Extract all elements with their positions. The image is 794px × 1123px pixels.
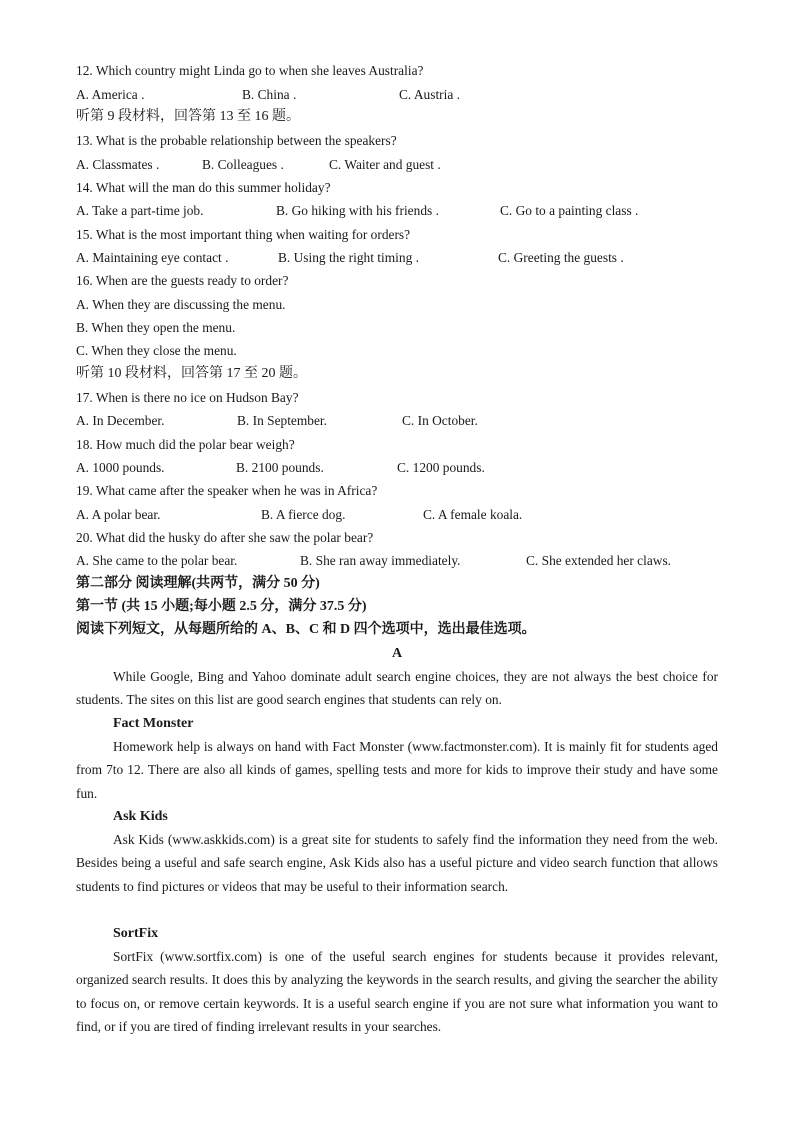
site-heading-sortfix: SortFix xyxy=(113,926,159,941)
option-c: C. She extended her claws. xyxy=(526,553,672,568)
option-b: B. Colleagues . xyxy=(202,157,284,172)
option-b: B. Using the right timing . xyxy=(278,250,419,265)
section-1-title: 第一节 (共 15 小题;每小题 2.5 分，满分 37.5 分) xyxy=(76,599,367,614)
option-a: A. 1000 pounds. xyxy=(76,460,165,475)
option-c: C. Waiter and guest . xyxy=(329,157,441,172)
question-17: 17. When is there no ice on Hudson Bay? xyxy=(76,390,299,405)
option-a: A. Take a part-time job. xyxy=(76,203,204,218)
question-15: 15. What is the most important thing when waiting for orders? xyxy=(76,227,411,242)
question-13: 13. What is the probable relationship between the speakers? xyxy=(76,133,397,148)
instructions: 阅读下列短文，从每题所给的 A、B、C 和 D 四个选项中，选出最佳选项。 xyxy=(76,622,536,637)
option-a: A. Classmates . xyxy=(76,157,160,172)
section-10-header: 听第 10 段材料，回答第 17 至 20 题。 xyxy=(76,366,307,381)
site-text-ask-kids: Ask Kids (www.askkids.com) is a great site for students to safely find the information they need from the web. Besides being a useful and safe search engine, Ask Kids also has a useful picture and video search function that allows students to find pictures or videos that may be useful to their information search. xyxy=(76,832,718,894)
passage-label: A xyxy=(391,646,403,661)
section-9-header: 听第 9 段材料，回答第 13 至 16 题。 xyxy=(76,109,300,124)
question-12: 12. Which country might Linda go to when she leaves Australia? xyxy=(76,63,424,78)
option-a: A. America . xyxy=(76,87,145,102)
option-a: A. A polar bear. xyxy=(76,507,161,522)
option-c: C. When they close the menu. xyxy=(76,343,237,358)
option-c: C. Go to a painting class . xyxy=(500,203,639,218)
question-19: 19. What came after the speaker when he was in Africa? xyxy=(76,483,378,498)
option-c: C. 1200 pounds. xyxy=(397,460,485,475)
part-2-title: 第二部分 阅读理解(共两节，满分 50 分) xyxy=(76,576,320,591)
option-a: A. She came to the polar bear. xyxy=(76,553,238,568)
option-b: B. A fierce dog. xyxy=(261,507,346,522)
site-heading-fact-monster: Fact Monster xyxy=(113,716,194,731)
option-c: C. Greeting the guests . xyxy=(498,250,624,265)
site-heading-ask-kids: Ask Kids xyxy=(113,809,168,824)
option-b: B. Go hiking with his friends . xyxy=(276,203,439,218)
question-18: 18. How much did the polar bear weigh? xyxy=(76,437,295,452)
option-a: A. Maintaining eye contact . xyxy=(76,250,229,265)
passage-intro: While Google, Bing and Yahoo dominate adult search engine choices, they are not always the best choice for students. The sites on this list are good search engines that students can rely on. xyxy=(76,669,718,708)
site-text-sortfix: SortFix (www.sortfix.com) is one of the useful search engines for students because it provides relevant, organized search results. It does this by analyzing the keywords in the search results, and giving the searcher the ability to focus on, or remove certain keywords. It is a useful search engine if you are not sure what information you want to find, or if you are tired of finding irrelevant results in your searches. xyxy=(76,949,718,1034)
option-b: B. 2100 pounds. xyxy=(236,460,324,475)
option-b: B. In September. xyxy=(237,413,328,428)
option-a: A. When they are discussing the menu. xyxy=(76,297,286,312)
option-c: C. In October. xyxy=(402,413,478,428)
site-text-fact-monster: Homework help is always on hand with Fact Monster (www.factmonster.com). It is mainly fit for students aged from 7to 12. There are also all kinds of games, spelling tests and more for kids to improve their study and have some fun. xyxy=(76,739,718,801)
question-20: 20. What did the husky do after she saw the polar bear? xyxy=(76,530,374,545)
question-16: 16. When are the guests ready to order? xyxy=(76,273,289,288)
option-b: B. She ran away immediately. xyxy=(300,553,461,568)
option-b: B. When they open the menu. xyxy=(76,320,236,335)
option-c: C. Austria . xyxy=(399,87,461,102)
option-a: A. In December. xyxy=(76,413,165,428)
question-14: 14. What will the man do this summer holiday? xyxy=(76,180,331,195)
option-b: B. China . xyxy=(242,87,297,102)
option-c: C. A female koala. xyxy=(423,507,523,522)
